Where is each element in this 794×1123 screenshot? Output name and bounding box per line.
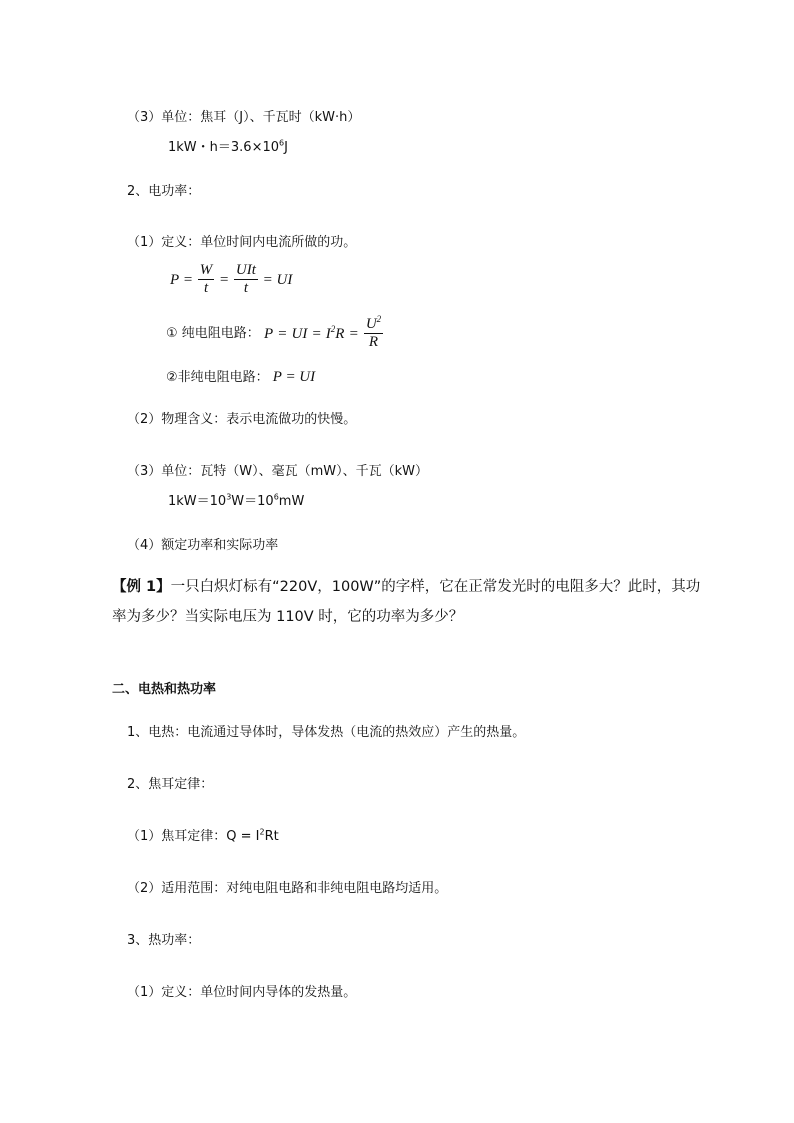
unit-line-work: （3）单位：焦耳（J）、千瓦时（kW·h） xyxy=(127,110,361,125)
heading-electric-power: 2、电功率： xyxy=(127,184,201,199)
sym-UI: UI xyxy=(291,325,308,342)
rated-actual-power: （4）额定功率和实际功率 xyxy=(127,538,279,553)
label-nonpure-resistance: ②非纯电阻电路： xyxy=(166,370,269,385)
example-label: 【例 1】 xyxy=(112,579,171,595)
frac-U2-R xyxy=(364,316,383,351)
conv-exp: 6 xyxy=(273,492,279,502)
definition-electric-power: （1）定义：单位时间内电流所做的功。 xyxy=(127,235,357,250)
joule-law-scope: （2）适用范围：对纯电阻电路和非纯电阻电路均适用。 xyxy=(127,881,448,896)
frac-den: t xyxy=(203,280,209,296)
sym-P: P xyxy=(263,325,274,342)
conv-part: 1kW＝10 xyxy=(168,494,227,509)
expr-P-UI: P = UI xyxy=(272,369,316,385)
exp-2: 2 xyxy=(330,323,336,334)
meaning-electric-power: （2）物理含义：表示电流做功的快慢。 xyxy=(127,412,357,427)
formula-nonpure-resistance xyxy=(166,367,315,388)
example-text: 一只白炽灯标有“220V，100W”的字样，它在正常发光时的电阻多大？此时，其功 xyxy=(170,579,701,595)
sym-eq: = xyxy=(262,271,273,288)
joule-law-formula xyxy=(127,828,279,846)
frac-num xyxy=(364,316,383,334)
sym-eq: = xyxy=(219,271,230,288)
frac-den: R xyxy=(368,334,379,350)
example-1-line2: 率为多少？当实际电压为 110V 时，它的功率为多少？ xyxy=(112,609,464,625)
conv-unit: J xyxy=(284,140,288,155)
sym-eq: = xyxy=(348,325,359,342)
heading-heat-power: 3、热功率： xyxy=(127,933,201,948)
frac-Ult-t xyxy=(234,262,258,297)
frac-den: t xyxy=(243,280,248,296)
example-1-line1 xyxy=(112,576,700,598)
joule-pre: （1）焦耳定律：Q = I xyxy=(127,829,260,844)
section-heading-heat: 二、电热和热功率 xyxy=(112,682,217,697)
sym-eq: = xyxy=(182,271,194,288)
conversion-kw xyxy=(168,493,304,511)
heat-power-definition: （1）定义：单位时间内导体的发热量。 xyxy=(127,985,357,1000)
sym-R: R xyxy=(335,325,345,342)
frac-W-t xyxy=(198,262,215,297)
conv-part: W＝10 xyxy=(231,494,274,509)
joule-post: Rt xyxy=(264,829,279,844)
exp-2: 2 xyxy=(376,314,382,324)
sym-eq: = xyxy=(277,325,288,342)
conv-part: mW xyxy=(278,494,305,509)
sym-I2R xyxy=(326,324,345,344)
conv-base: 1kW・h＝3.6×10 xyxy=(168,140,280,155)
joule-exp: 2 xyxy=(259,827,265,837)
sym-eq: = xyxy=(311,325,322,342)
frac-num: W xyxy=(199,262,213,278)
unit-line-power: （3）单位：瓦特（W）、毫瓦（mW）、千瓦（kW） xyxy=(127,464,429,479)
sym-P: P xyxy=(170,271,180,288)
sym-UI: UI xyxy=(276,271,293,288)
conv-exp: 3 xyxy=(226,492,232,502)
sym-I: I xyxy=(325,325,331,342)
conversion-kwh xyxy=(168,139,288,157)
conv-exp: 6 xyxy=(279,138,285,148)
formula-pure-resistance xyxy=(166,316,384,351)
sym-U: U xyxy=(365,316,377,332)
formula-power-general xyxy=(170,262,292,297)
label-pure-resistance: ① 纯电阻电路： xyxy=(166,325,260,341)
frac-num: UIt xyxy=(235,262,256,278)
heading-joule-law: 2、焦耳定律： xyxy=(127,777,214,792)
electric-heat-definition: 1、电热：电流通过导体时，导体发热（电流的热效应）产生的热量。 xyxy=(127,725,526,740)
